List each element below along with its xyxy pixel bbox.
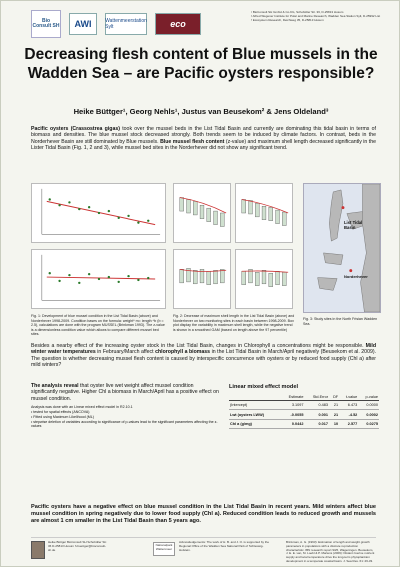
table-cell: 0.0275 — [358, 419, 379, 428]
analysis-text: that oyster live wet weight affect mussel condition significantly negative. Higher Chl a biomass in March/April has a positive effect on mussel condition. — [31, 383, 219, 402]
fig2-svg-3 — [174, 250, 230, 308]
table-cell: 3.1097 — [280, 401, 304, 410]
table-cell: Chl a (g/mg) — [229, 419, 280, 428]
table-cell: -0.0055 — [280, 410, 304, 419]
table-cell: 0.001 — [304, 410, 329, 419]
discussion-bold-2: chlorophyll a biomass — [155, 349, 211, 356]
lmm-header-cell: Estimate — [280, 393, 304, 401]
eco-logo-text: eco — [170, 19, 186, 29]
intro-bold-2: Blue mussel flesh content — [160, 138, 225, 145]
intro-text-2: (z-value) and maximum shell length decreased significantly in the Lister Tidal Basin (Fig. 1, 2 and 3), while mussel bed sites in the Norderhever did not show any significant trend. — [31, 138, 376, 152]
table-cell: -4.52 — [339, 410, 358, 419]
fig2-svg-1 — [174, 184, 230, 242]
lmm-row-chla — [229, 419, 379, 428]
analysis-paragraph — [31, 383, 219, 402]
poster-title: Decreasing flesh content of Blue mussels in the Wadden Sea – are Pacific oysters responsible? — [24, 46, 378, 82]
lmm-header-cell: t-value — [339, 393, 358, 401]
author-photo — [31, 541, 45, 559]
lmm-header-cell: Std.Error — [304, 393, 329, 401]
lmm-row-intercept — [229, 401, 379, 410]
map-label-list: List Tidal Basin — [344, 220, 363, 230]
acknowledgements: Acknowledgements: The work of H. B. and J. O. is supported by the Regional Office of the Wadden Sea National Park of Schleswig-Holstein. — [179, 540, 269, 552]
table-cell: 10 — [329, 419, 339, 428]
lmm-header-cell: p-value — [358, 393, 379, 401]
lmm-header-cell: DF — [329, 393, 339, 401]
fig2-plot-4 — [235, 249, 293, 309]
table-cell: (Intercept) — [229, 401, 280, 410]
discussion-paragraph — [31, 343, 376, 369]
table-cell: 6.473 — [339, 401, 358, 410]
intro-paragraph — [31, 126, 376, 152]
awi-logo-text: AWI — [74, 19, 92, 29]
table-cell: 0.0002 — [358, 410, 379, 419]
analysis-note: Analysis was done with an Linear mixed effect model in R2.10.1 — [31, 405, 133, 410]
affiliation-1: ¹ BioConsult SH GmbH & Co.KG, Schobüller Str. 36, D-25813 Husum — [251, 10, 344, 14]
fig1-bottom-svg — [32, 250, 165, 308]
analysis-note: • stepwise deletion of variables according to significance of p-values lead to the significant parameters affecting the z-values — [31, 419, 218, 429]
conclusion: Pacific oysters have a negative effect on blue mussel condition in the List Tidal Basin in recent years. Mild winters affect blue mussel condition in spring negatively due to lower food supply (Chl a). Reduced condition leads to reduced growth and mussels are almost 1 cm smaller in the List Tidal Basin than 5 years ago. — [31, 504, 376, 524]
fig3-caption: Fig. 3: Study sites in the North Frisian Wadden Sea. — [303, 317, 378, 326]
bioconsult-logo — [31, 10, 61, 38]
discussion-text-3: in the List Tidal Basin in March/April negatively (Beusekom et al. 2009). The question is whether decreasing mussel flesh content is caused by interspecific concurrence with oysters or by reduced food supply (Chl a) after mild winters? — [31, 349, 377, 369]
fig2-plot-1 — [173, 183, 231, 243]
footer — [31, 537, 376, 563]
fig1-top-svg — [32, 184, 165, 242]
table-cell: 0.0442 — [280, 419, 304, 428]
intro-lead: Pacific oysters (Crassostrea gigas) — [31, 126, 120, 132]
author-list: Heike Büttger¹, Georg Nehls¹, Justus van Beusekom² & Jens Oldeland³ — [73, 107, 329, 116]
lmm-table — [229, 393, 379, 429]
table-cell: 21 — [329, 410, 339, 419]
fig2-plot-2 — [235, 183, 293, 243]
bioconsult-logo-text: Bio Consult SH — [32, 17, 60, 29]
discussion-bold-1: Mild winter water temperatures — [31, 343, 376, 356]
discussion-text-1: Besides a nearby effect of the increasing oyster stock in the List Tidal Basin, changes in Chlorophyll a concentrations might be responsible. — [31, 343, 366, 349]
fig2-svg-4 — [236, 250, 292, 308]
map-svg — [304, 184, 380, 312]
lmm-table-section — [229, 384, 379, 429]
eco-logo — [155, 13, 201, 35]
affiliation-2: ² Alfred Wegener Institute for Polar and Marine Research, Wadden Sea Station Sylt, D-25992 List — [251, 14, 381, 19]
nationalpark-logo — [153, 542, 175, 556]
intro-text-1: took over the mussel beds in the List Tidal Basin and currently are dominating this tidal basin in terms of biomass and densities. The blue mussel stock decreased strongly. Both trends seem to be induced by climate factors. In contrast, beds in the Norderhever Basin are still dominated by Blue mussels. — [31, 126, 376, 145]
analysis-note: • tested for spatial effects (ANCOVA) — [31, 410, 90, 415]
table-cell: 21 — [329, 401, 339, 410]
affiliation-3: ³ Ecosystem Research, Deichweg 35, D-25813 Husum — [251, 18, 324, 23]
table-cell: 2.577 — [339, 419, 358, 428]
analysis-section — [31, 383, 219, 429]
fig2-caption: Fig. 2: Decrease of maximum shell length in the List Tidal Basin (above) and Norderhever on two monitoring sites in each basin between 1998-2009. Box plot display the variability in maximum shell length, while the negative trend is shown in a smoothed GAM (based on length above the 97 percentile) — [173, 314, 295, 332]
lmm-header-row — [229, 393, 379, 401]
nationalpark-logo-text: Nationalpark Wattenmeer — [155, 543, 173, 551]
lmm-header-cell — [229, 393, 280, 401]
lmm-row-oysters — [229, 410, 379, 419]
logo-row — [31, 9, 201, 39]
affiliations — [251, 10, 391, 23]
analysis-notes — [31, 405, 219, 429]
table-cell: Lwt (oysters LWW) — [229, 410, 280, 419]
table-cell: 0.0000 — [358, 401, 379, 410]
table-cell: 0.483 — [304, 401, 329, 410]
study-site-map — [303, 183, 381, 313]
contact-info: Heike Büttger BioConsult SH Schobüller Str. 36 D-25813 Husum h.buettger@bioconsult-sh.de — [48, 540, 107, 552]
fig1-bottom-plot — [31, 249, 166, 309]
references: Brinkman, A. G. (1993): Estimation of length and weight growth parameters in populations with a discrete reproduction characteristic. IBN research report 93/6, Wageningen. Beusekom, J. E. E. van, M. Loebl & P. Martens (2009): Distant riverine nutrient supply and local temperature drive the long-term phytoplankton development in a temperate coastal basin. J. Sea Res. 61: 26-33. — [286, 540, 375, 563]
lmm-title: Linear mixed effect model — [229, 384, 299, 390]
analysis-bold: The analysis reveal — [31, 383, 79, 389]
table-cell: 0.017 — [304, 419, 329, 428]
awi-logo — [69, 13, 97, 35]
institute-logo-text: Wattenmeerstation Sylt — [105, 18, 147, 30]
discussion-text-2: in February/March affect — [95, 349, 156, 356]
fig2-svg-2 — [236, 184, 292, 242]
map-label-norderhever: Norderhever — [344, 274, 368, 279]
fig1-top-plot — [31, 183, 166, 243]
fig2-plot-3 — [173, 249, 231, 309]
fig1-caption: Fig. 1: Development of blue mussel condition in the List Tidal Basin (above) and Norderhever 1998-2009. Condition bases on the formula: weight* m= length ^b (b = 2.5), calculations are done with the program MUSSEL (Brinkman 1993). The z-value is a dimensionless condition value which allows to compare different mussel bed sites. — [31, 314, 165, 336]
analysis-note: • Fitted using Maximum Likelihood (ML) — [31, 415, 94, 420]
institute-logo — [105, 13, 147, 35]
